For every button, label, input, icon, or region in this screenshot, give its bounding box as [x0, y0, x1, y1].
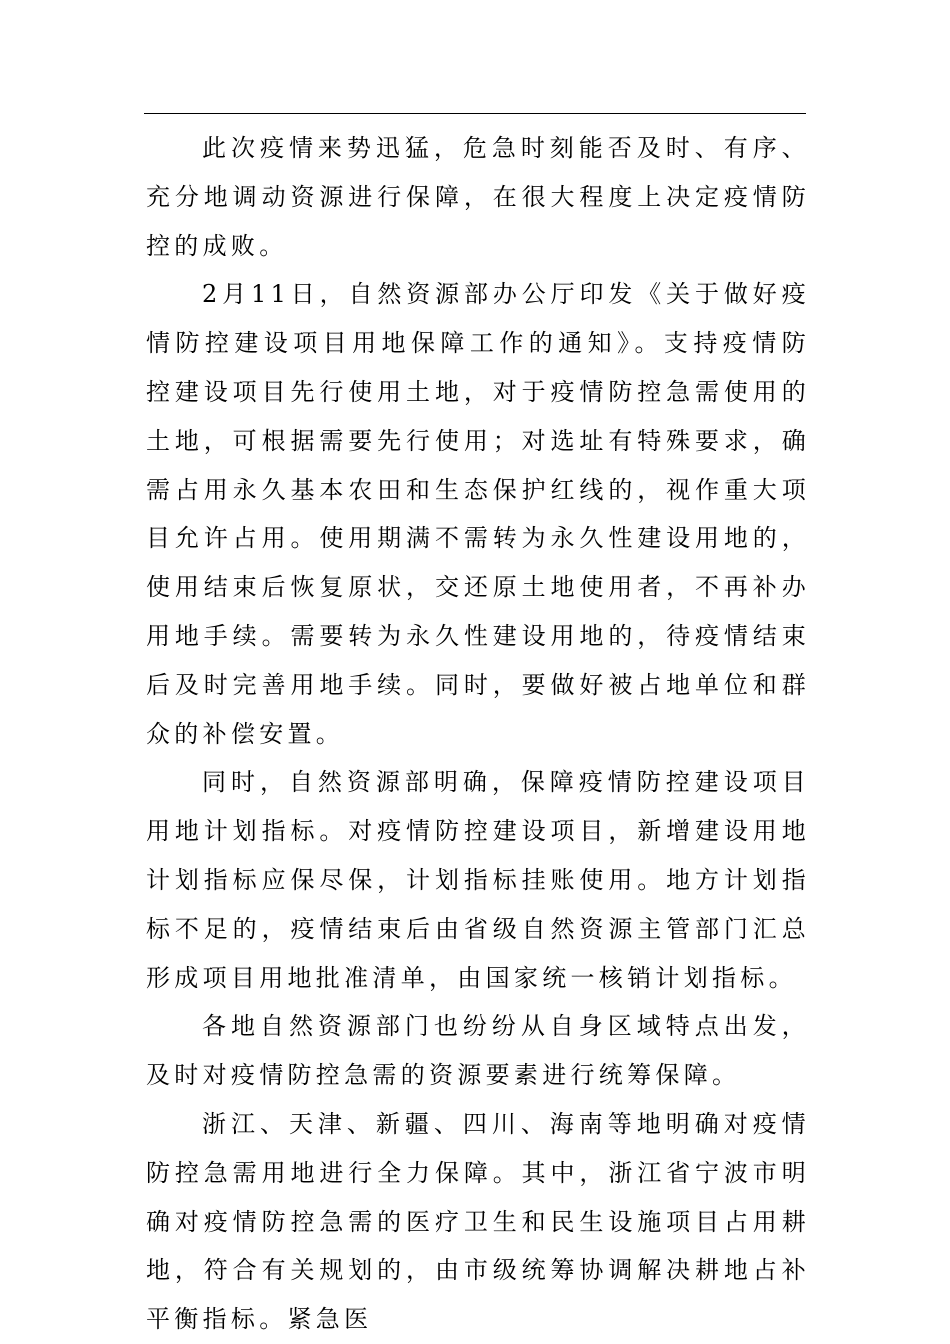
paragraph-2: 2月11日，自然资源部办公厅印发《关于做好疫情防控建设项目用地保障工作的通知》。支持疫情防控建设项目先行使用土地，对于疫情防控急需使用的土地，可根据需要先行使用；对选址有特殊要求，确需占用永久基本农田和生态保护红线的，视作重大项目允许占用。使用期满不需转为永久性建设用地的，使用结束后恢复原状，交还原土地使用者，不再补办用地手续。需要转为永久性建设用地的，待疫情结束后及时完善用地手续。同时，要做好被占地单位和群众的补偿安置。 — [146, 280, 810, 748]
paragraph-5: 浙江、天津、新疆、四川、海南等地明确对疫情防控急需用地进行全力保障。其中，浙江省宁波市明确对疫情防控急需的医疗卫生和民生设施项目占用耕地，符合有关规划的，由市级统筹协调解决耕地占补平衡指标。紧急医 — [146, 1109, 810, 1334]
header-rule — [144, 113, 806, 114]
document-body — [146, 124, 810, 1344]
paragraph-3: 同时，自然资源部明确，保障疫情防控建设项目用地计划指标。对疫情防控建设项目，新增建设用地计划指标应保尽保，计划指标挂账使用。地方计划指标不足的，疫情结束后由省级自然资源主管部门汇总形成项目用地批准清单，由国家统一核销计划指标。 — [146, 768, 810, 992]
paragraph-1: 此次疫情来势迅猛，危急时刻能否及时、有序、充分地调动资源进行保障，在很大程度上决定疫情防控的成败。 — [146, 134, 810, 260]
paragraph-4: 各地自然资源部门也纷纷从自身区域特点出发，及时对疫情防控急需的资源要素进行统筹保障。 — [146, 1012, 810, 1090]
